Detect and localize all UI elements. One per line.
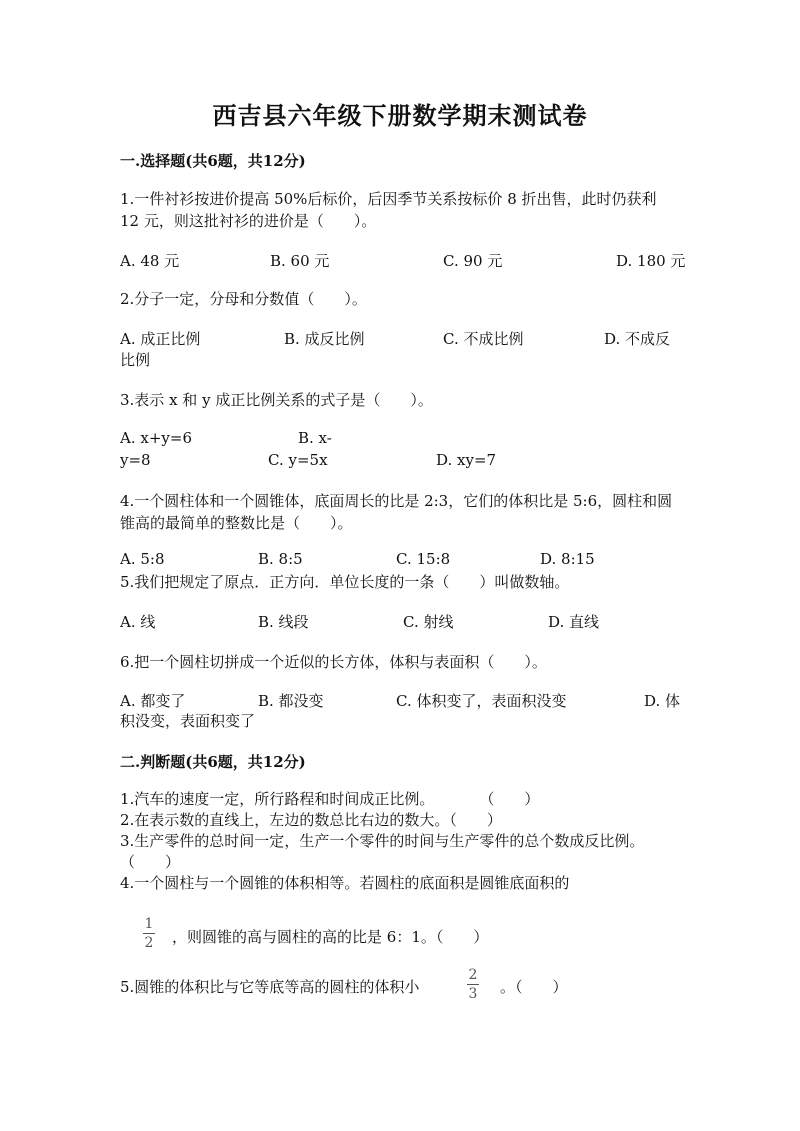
q2-option-b: B. 成反比例: [284, 330, 365, 348]
section-heading-judgement: 二.判断题(共6题，共12分): [120, 753, 306, 771]
q4-option-b: B. 8:5: [258, 550, 303, 568]
tf-statement-3: 3.生产零件的总时间一定，生产一个零件的时间与生产零件的总个数成反比例。（ ）: [120, 832, 645, 871]
q4-option-a: A. 5:8: [120, 550, 165, 568]
tf-statement-4-part2: ，则圆锥的高与圆柱的高的比是 6：1。（ ）: [172, 928, 489, 946]
q5-option-c: C. 射线: [403, 613, 454, 631]
q5-option-d: D. 直线: [548, 613, 600, 631]
q6-option-c: C. 体积变了，表面积没变: [396, 692, 567, 710]
q1-option-c: C. 90 元: [443, 252, 503, 270]
q1-option-b: B. 60 元: [270, 252, 330, 270]
question-6: 6.把一个圆柱切拼成一个近似的长方体，体积与表面积（ ）。: [120, 653, 547, 671]
q3-option-c: C. y=5x: [268, 451, 328, 469]
q2-option-c: C. 不成比例: [443, 330, 524, 348]
q4-option-d: D. 8:15: [540, 550, 595, 568]
page-title: 西吉县六年级下册数学期末测试卷: [212, 101, 588, 130]
tf4-fraction-numerator: 1: [144, 916, 154, 932]
q3-option-a: A. x+y=6: [120, 429, 192, 447]
q2-option-d: D. 不成反: [604, 330, 671, 348]
q1-option-d: D. 180 元: [616, 252, 686, 270]
tf-statement-1: 1.汽车的速度一定，所行路程和时间成正比例。 （ ）: [120, 790, 540, 808]
fraction-bar: [143, 933, 155, 934]
question-1: 1.一件衬衫按进价提高 50%后标价，后因季节关系按标价 8 折出售，此时仍获利 12 元，则这批衬衫的进价是（ ）。: [120, 190, 657, 230]
fraction-bar: [467, 984, 479, 985]
q2-option-d-wrap: 比例: [120, 351, 151, 369]
tf4-fraction: [143, 916, 155, 951]
q5-option-a: A. 线: [120, 613, 156, 631]
tf-statement-5-part1: 5.圆锥的体积比与它等底等高的圆柱的体积小: [120, 978, 420, 996]
question-2: 2.分子一定，分母和分数值（ ）。: [120, 290, 367, 308]
tf-statement-4-part1: 4.一个圆柱与一个圆锥的体积相等。若圆柱的底面积是圆锥底面积的: [120, 874, 570, 892]
q1-option-a: A. 48 元: [120, 252, 180, 270]
tf-statement-5-part2: 。（ ）: [500, 978, 568, 996]
section-heading-choice: 一.选择题(共6题，共12分): [120, 152, 306, 170]
q6-option-a: A. 都变了: [120, 692, 186, 710]
tf4-fraction-denominator: 2: [144, 935, 154, 951]
q6-option-b: B. 都没变: [258, 692, 324, 710]
question-5: 5.我们把规定了原点．正方向．单位长度的一条（ ）叫做数轴。: [120, 573, 570, 591]
q3-option-b: B. x-: [298, 429, 332, 447]
q3-option-d: D. xy=7: [436, 451, 497, 469]
q2-option-a: A. 成正比例: [120, 330, 201, 348]
q6-option-d-wrap: 积没变，表面积变了: [120, 712, 256, 730]
tf5-fraction: [467, 967, 479, 1002]
q6-option-d: D. 体: [644, 692, 681, 710]
question-4: 4.一个圆柱体和一个圆锥体，底面周长的比是 2:3，它们的体积比是 5:6，圆柱和圆锥高的最简单的整数比是（ ）。: [120, 492, 673, 532]
q4-option-c: C. 15:8: [396, 550, 451, 568]
tf5-fraction-denominator: 3: [468, 986, 478, 1002]
q5-option-b: B. 线段: [258, 613, 309, 631]
tf5-fraction-numerator: 2: [468, 967, 478, 983]
question-3: 3.表示 x 和 y 成正比例关系的式子是（ ）。: [120, 391, 433, 409]
q3-option-b-wrap: y=8: [120, 451, 151, 469]
tf-statement-2: 2.在表示数的直线上，左边的数总比右边的数大。（ ）: [120, 811, 502, 829]
